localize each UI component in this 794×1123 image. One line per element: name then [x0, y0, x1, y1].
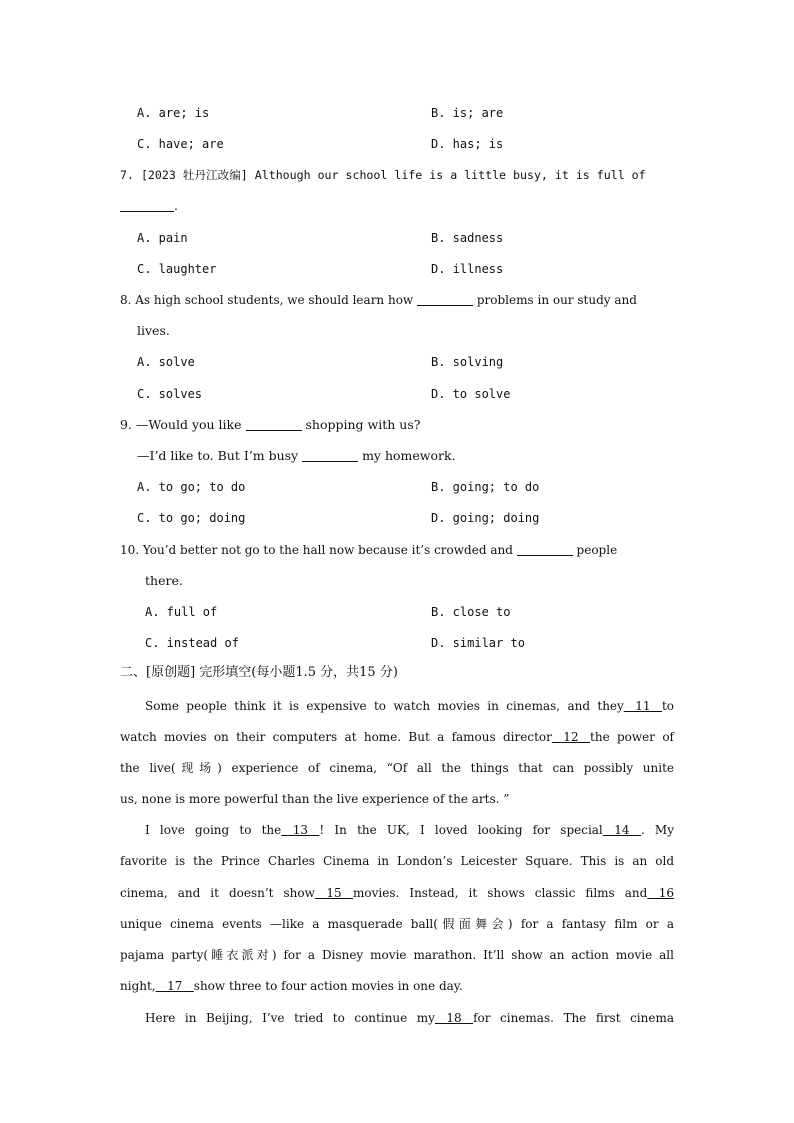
- passage-line: us, none is more powerful than the live experience of the arts. ”: [120, 792, 510, 806]
- blank-11: 11: [623, 699, 662, 713]
- passage-line: [120, 729, 674, 745]
- q10-stem-b: people: [576, 543, 618, 557]
- q8-stem-b: problems in our study and: [476, 293, 637, 307]
- q9-stem-a: 9. —Would you like: [120, 417, 242, 432]
- q8-option-b: B. solving: [431, 355, 504, 369]
- q8-stem-c: lives.: [137, 323, 170, 338]
- q10-option-c: C. instead of: [145, 636, 239, 650]
- q9-option-b: B. going; to do: [431, 480, 540, 494]
- answer-blank: [417, 293, 473, 306]
- q9-stem-b: shopping with us?: [305, 417, 421, 432]
- section-heading: 二、[原创题] 完形填空(每小题1.5 分，共15 分): [120, 665, 398, 680]
- passage-line: [145, 1010, 674, 1026]
- blank-15: 15: [314, 886, 354, 900]
- q8-option-d: D. to solve: [431, 387, 511, 401]
- passage-line: [145, 698, 674, 714]
- q8-option-c: C. solves: [137, 387, 203, 401]
- passage-text: watch movies on their computers at home. But a famous director: [120, 730, 552, 744]
- passage-text: Some people think it is expensive to watch movies in cinemas, and they: [145, 699, 624, 713]
- blank-13: 13: [281, 823, 320, 837]
- q6-option-b: B. is; are: [431, 106, 504, 120]
- q8-stem-line1: [120, 292, 637, 308]
- q9-reply-b: my homework.: [362, 448, 456, 463]
- q7-blank-line: [120, 198, 178, 214]
- passage-line: [145, 822, 674, 838]
- q6-option-d: D. has; is: [431, 137, 504, 151]
- passage-text: for cinemas. The first cinema: [473, 1011, 674, 1025]
- passage-text: ! In the UK, I loved looking for special: [319, 823, 603, 837]
- passage-text: . My: [640, 823, 674, 837]
- answer-blank: [517, 543, 573, 556]
- passage-line: favorite is the Prince Charles Cinema in London’s Leicester Square. This is an old: [120, 854, 674, 868]
- q10-stem-line1: [120, 542, 617, 558]
- q9-reply-line: [137, 448, 456, 464]
- passage-line: [120, 978, 463, 994]
- q10-stem-c: there.: [145, 573, 183, 588]
- q10-stem-a: 10. You’d better not go to the hall now because it’s crowded and: [120, 543, 513, 557]
- q10-option-a: A. full of: [145, 605, 218, 619]
- q7-option-b: B. sadness: [431, 231, 504, 245]
- passage-text: cinema, and it doesn’t show: [120, 886, 315, 900]
- passage-line: unique cinema events —like a masquerade ball(假面舞会) for a fantasy film or a: [120, 917, 674, 931]
- passage-text: night,: [120, 979, 156, 993]
- q6-option-a: A. are; is: [137, 106, 210, 120]
- answer-blank: [246, 418, 302, 431]
- blank-16: 16: [647, 886, 674, 900]
- q7-option-c: C. laughter: [137, 262, 217, 276]
- q7-option-a: A. pain: [137, 231, 188, 245]
- passage-text: I love going to the: [145, 823, 282, 837]
- blank-12: 12: [551, 730, 591, 744]
- passage-text: show three to four action movies in one day.: [193, 979, 463, 993]
- passage-text: Here in Beijing, I’ve tried to continue my: [145, 1011, 435, 1025]
- passage-text: the power of: [590, 730, 674, 744]
- q7-stem: 7. [2023 牡丹江改编] Although our school life is a little busy, it is full of: [120, 168, 646, 182]
- q9-option-c: C. to go; doing: [137, 511, 246, 525]
- passage-line: [120, 885, 674, 901]
- q7-period: .: [174, 198, 178, 213]
- blank-17: 17: [155, 979, 194, 993]
- blank-14: 14: [602, 823, 641, 837]
- q9-stem-line: [120, 417, 420, 433]
- q6-option-c: C. have; are: [137, 137, 224, 151]
- passage-line: the live(现场) experience of cinema, “Of all the things that can possibly unite: [120, 761, 674, 775]
- q10-option-b: B. close to: [431, 605, 511, 619]
- q8-stem-a: 8. As high school students, we should learn how: [120, 293, 414, 307]
- answer-blank: [120, 199, 174, 212]
- q9-option-a: A. to go; to do: [137, 480, 246, 494]
- passage-text: to: [661, 699, 674, 713]
- q10-option-d: D. similar to: [431, 636, 525, 650]
- answer-blank: [302, 449, 358, 462]
- q8-option-a: A. solve: [137, 355, 195, 369]
- passage-text: movies. Instead, it shows classic films and: [353, 886, 648, 900]
- q9-option-d: D. going; doing: [431, 511, 540, 525]
- blank-18: 18: [434, 1011, 474, 1025]
- q9-reply-a: —I’d like to. But I’m busy: [137, 448, 299, 463]
- passage-line: pajama party(睡衣派对) for a Disney movie marathon. It’ll show an action movie all: [120, 948, 674, 962]
- q7-option-d: D. illness: [431, 262, 504, 276]
